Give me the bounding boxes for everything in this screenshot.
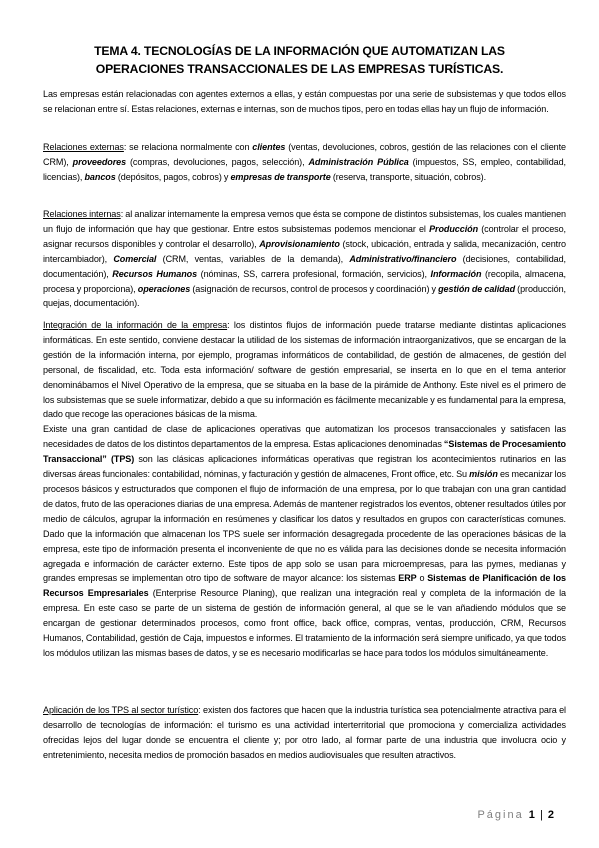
tps-term: “Sistemas de Procesamiento Transaccional” (TPS) <box>43 439 566 465</box>
integration-heading: Integración de la información de la empresa <box>43 320 228 330</box>
tps-tourism-paragraph: Aplicación de los TPS al sector turístico: existen dos factores que hacen que la industria turística sea potencialmente atractiva para el desarrollo de tecnologías de información: el turismo es una actividad interterritorial que promociona y comercializa actividades ofrecidas lejos del lugar donde se encuentra el cliente y; por otro lado, al formar parte de una industria que involucra ocio y entretenimiento, necesita medios de promoción basados en medios audiovisuales que resulten atractivos. <box>43 705 566 760</box>
tps-tourism-heading: Aplicación de los TPS al sector turístico <box>43 705 199 715</box>
page-label: Página <box>477 809 524 821</box>
integration-paragraph <box>43 318 566 661</box>
internal-relations-heading: Relaciones internas <box>43 209 121 219</box>
page-separator: | <box>539 809 543 821</box>
document-title: TEMA 4. TECNOLOGÍAS DE LA INFORMACIÓN QUE AUTOMATIZAN LAS OPERACIONES TRANSACCIONALES DE LAS EMPRESAS TURÍSTICAS. <box>94 44 505 76</box>
erp-term: ERP <box>398 573 417 584</box>
page-total: 2 <box>547 809 554 821</box>
integration-part-1: Integración de la información de la empresa: los distintos flujos de información puede tratarse mediante distintas aplicaciones informáticas. En este sentido, conviene destacar la utilidad de los sistemas de información intraorganizativos, que se encargan de la gestión de la información interna, por ejemplo, programas informáticos de contabilidad, de gestión de almacenes, de gestión del personal, de fiscalidad, etc. Toda esta información/ software de gestión empresarial, se inserta en lo que en el tema anterior denominábamos el Nivel Operativo de la empresa, que se situaba en la base de la pirámide de Anthony. Este nivel es el primero de los subsistemas que se suele informatizar, debido a que su información es fácilmente mecanizable y es fundamental para la empresa, dado que recoge las operaciones básicas de la misma. <box>43 320 566 420</box>
page-number: 1 <box>528 809 535 821</box>
external-relations-heading: Relaciones externas <box>43 142 124 152</box>
intro-paragraph: Las empresas están relacionadas con agentes externos a ellas, y están compuestas por una serie de subsistemas y que todos ellos se relacionan entre sí. Estas relaciones, externas e internas, son de muchos tipos, pero en todas ellas hay un flujo de información. <box>43 89 566 114</box>
integration-part-2: Existe una gran cantidad de clase de aplicaciones operativas que automatizan los procesos transaccionales y satisfacen las necesidades de datos de los distintos departamentos de la empresa. Estas aplicaciones denominadas “Sistemas de Procesamiento Transaccional” (TPS) son las clásicas aplicaciones informáticas operativas que registran los acontecimientos rutinarios en las diversas áreas funcionales: contabilidad, nóminas, y facturación y gestión de almacenes, Front office, etc. Su misión es mecanizar los procesos básicos y estructurados que componen el flujo de información de una empresa, por lo que trabajan con una gran cantidad de datos, fruto de las operaciones diarias de una empresa. Además de mantener registrados los eventos, obtener resultados útiles por medio de cálculos, agrupar la información en resúmenes y clasificar los datos y resultados en grupos con características comunes. Dado que la información que almacenan los TPS suele ser información desagregada procedente de las operaciones básicas de la empresa, este tipo de información presenta el inconveniente de que no es válida para las decisiones donde se necesita información agregada e información de carácter externo. Este tipos de app solo se usan para microempresas, para las pymes, medianas y grandes empresas se implementan otro tipo de software de mayor alcance: los sistemas ERP o Sistemas de Planificación de los Recursos Empresariales (Enterprise Resource Planing), que realizan una integración real y completa de la información de la empresa. En este caso se parte de un sistema de gestión de información general, al que se le van añadiendo módulos que se encargan de gestionar determinados procesos, como front office, back office, compras, ventas, producción, CRM, Recursos Humanos, Contabilidad, gestión de Caja, impuestos e informes. El tratamiento de la información será siempre unificado, ya que todos los módulos utilizan las mismas bases de datos, y se es necesario modificarlas se hace para todos los módulos simultáneamente. <box>43 424 566 658</box>
external-relations-paragraph: Relaciones externas: se relaciona normalmente con clientes (ventas, devoluciones, cobros, gestión de las relaciones con el cliente CRM), proveedores (compras, devoluciones, pagos, selección), Administración Pública (impuestos, SS, empleo, contabilidad, licencias), bancos (depósitos, pagos, cobros) y empresas de transporte (reserva, transporte, situación, cobros). <box>43 142 566 182</box>
page-footer <box>477 809 554 821</box>
internal-relations-paragraph: Relaciones internas: al analizar internamente la empresa vemos que ésta se compone de distintos subsistemas, los cuales mantienen un flujo de información que hay que gestionar. Entre estos subsistemas podemos mencionar el Producción (controlar el proceso, asignar recursos disponibles y controlar el desarrollo), Aprovisionamiento (stock, ubicación, entrada y salida, mecanización, centro intercambiador), Comercial (CRM, ventas, variables de la demanda), Administrativo/financiero (decisiones, contabilidad, documentación), Recursos Humanos (nóminas, SS, carrera profesional, formación, servicios), Información (recopila, almacena, procesa y proporciona), operaciones (asignación de recursos, control de procesos y coordinación) y gestión de calidad (producción, quejas, documentación). <box>43 209 566 309</box>
